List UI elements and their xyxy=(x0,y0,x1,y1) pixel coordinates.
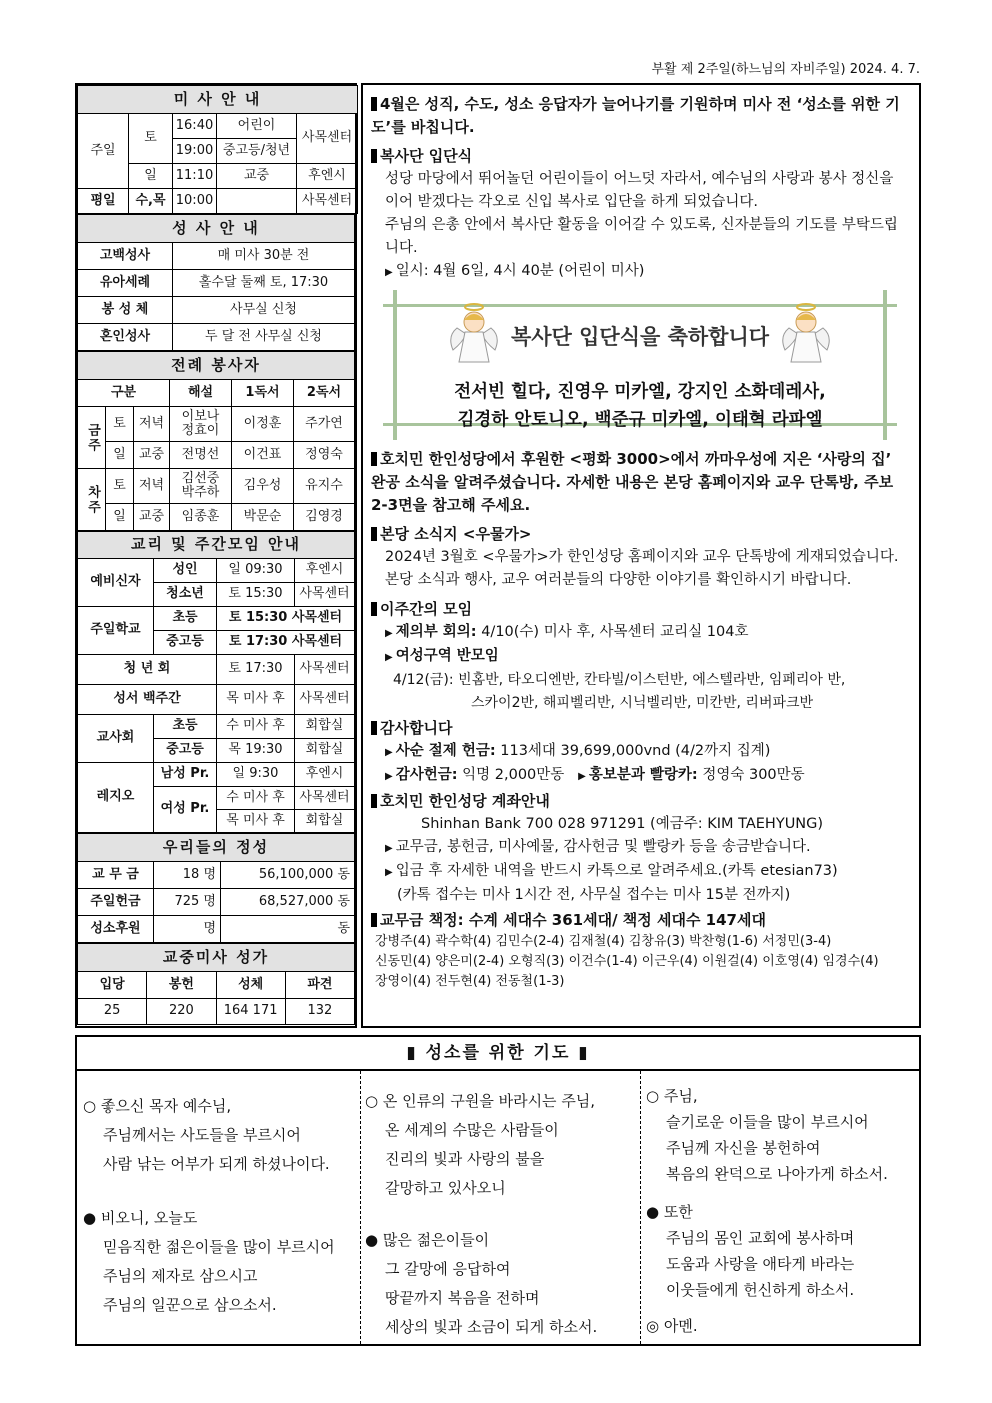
schedule: 토 17:30 사목센터 xyxy=(217,631,355,655)
group: 중고등 xyxy=(154,631,217,655)
notice-text: 4월은 성직, 수도, 성소 응답자가 늘어나기를 기원하며 미사 전 ‘성소를 위한 기도’를 바칩니다. xyxy=(371,95,900,136)
doctrine-table xyxy=(77,531,355,833)
prayer-line: 주님의 제자로 삼으시고 xyxy=(103,1267,258,1285)
prayer-column-2 xyxy=(365,1071,637,1344)
liturgy-title: 전례 봉사자 xyxy=(78,352,355,380)
amount: 56,100,000 동 xyxy=(221,862,355,889)
notice-text: 2024년 3월호 <우물가>가 한인성당 홈페이지와 교우 단톡방에 게재되었습니다. 본당 소식과 행사, 교우 여러분들의 다양한 이야기를 확인하시기 바랍니다. xyxy=(385,549,899,588)
mass-title: 미 사 안 내 xyxy=(78,86,358,114)
mass-type: 중고등/청년 xyxy=(217,139,297,164)
thanks-info: 익명 2,000만동 xyxy=(457,767,565,783)
time: 토 17:30 xyxy=(217,655,295,685)
day: 일 xyxy=(106,504,134,531)
prayer-line: 주님께 자신을 봉헌하여 xyxy=(666,1139,821,1157)
names-line: 전서빈 힐다, 진영우 미카엘, 강지인 소화데레사, xyxy=(454,382,826,402)
weekday-label: 평일 xyxy=(78,189,129,214)
place: 회합실 xyxy=(295,810,355,833)
meeting-name: 제의부 회의: xyxy=(395,624,477,640)
teachers-label: 교사회 xyxy=(78,715,154,763)
bullet-icon xyxy=(371,913,377,927)
prayer-line: ● 또한 xyxy=(646,1203,693,1221)
location: 사목센터 xyxy=(297,114,358,164)
doctrine-title: 교리 및 주간모임 안내 xyxy=(78,532,355,559)
prayer-line: 주님께서는 사도들을 부르시어 xyxy=(103,1126,301,1144)
prayer-line: 진리의 빛과 사랑의 불을 xyxy=(385,1150,545,1168)
prayer-line: ○ 좋으신 목자 예수님, xyxy=(83,1097,232,1115)
sacrament-name: 봉 성 체 xyxy=(78,297,173,324)
amount: 68,527,000 동 xyxy=(221,889,355,916)
reader2: 김영경 xyxy=(294,504,355,531)
day: 일 xyxy=(106,442,134,469)
offering-type: 성소후원 xyxy=(78,916,154,943)
next-week-label: 차주 xyxy=(78,469,106,531)
commentator: 김선중 박주하 xyxy=(170,469,232,504)
mass-type xyxy=(217,189,297,214)
reader2: 정영숙 xyxy=(294,442,355,469)
time: 토 15:30 xyxy=(217,583,295,607)
place: 후엔시 xyxy=(295,763,355,787)
notice-thanks xyxy=(371,717,909,740)
notice-heading: 감사합니다 xyxy=(380,719,453,737)
dues-names: 장영이(4) 전두현(4) 전동철(1-3) xyxy=(375,974,565,989)
hymn-title: 교중미사 성가 xyxy=(78,944,355,972)
schedule: 토 15:30 사목센터 xyxy=(217,607,355,631)
sacrament-table xyxy=(77,214,355,351)
sunday-label: 주일 xyxy=(78,114,129,189)
commentator: 임종훈 xyxy=(170,504,232,531)
prayer-line: 주님의 일꾼으로 삼으소서. xyxy=(103,1296,277,1314)
bulletin-date: 부활 제 2주일(하느님의 자비주일) 2024. 4. 7. xyxy=(651,62,920,77)
prayer-box xyxy=(75,1035,921,1346)
celebration-title: 복사단 입단식을 축하합니다 xyxy=(510,325,770,349)
notice-text: 호치민 한인성당에서 후원한 <평화 3000>에서 까마우성에 지은 ‘사랑의 집’ 완공 소식을 알려주셨습니다. 자세한 내용은 본당 홈페이지와 교우 단톡방, 주보 2-3면을 참고해 주세요. xyxy=(371,450,894,514)
col-head: 구분 xyxy=(78,380,170,407)
col-head: 2독서 xyxy=(294,380,355,407)
hymn-number: 164 171 xyxy=(216,999,285,1025)
bullet-icon xyxy=(371,149,377,163)
offering-title: 우리들의 정성 xyxy=(78,834,355,862)
place: 사목센터 xyxy=(295,583,355,607)
prayer-line: 갈망하고 있사오니 xyxy=(385,1179,506,1197)
thanks-label: 감사헌금: xyxy=(395,767,458,783)
commentator: 전명선 xyxy=(170,442,232,469)
notice-vocation xyxy=(371,93,909,139)
hymn-number: 220 xyxy=(147,999,216,1025)
meeting-name: 여성구역 반모임 xyxy=(395,648,499,664)
prayer-line: ● 비오니, 오늘도 xyxy=(83,1209,198,1227)
notice-meetings xyxy=(371,598,909,621)
bank-account: Shinhan Bank 700 028 971291 (예금주: KIM TAEHYUNG) xyxy=(421,816,824,832)
reader1: 김우성 xyxy=(232,469,294,504)
youth-label: 청 년 회 xyxy=(78,655,217,685)
offering-type: 주일헌금 xyxy=(78,889,154,916)
bullet-icon xyxy=(371,97,377,111)
column-divider xyxy=(360,1071,361,1344)
notice-account xyxy=(371,790,909,813)
triangle-icon: ▶ xyxy=(578,771,586,782)
triangle-icon: ▶ xyxy=(385,843,393,854)
hymn-number: 25 xyxy=(78,999,147,1025)
place: 회합실 xyxy=(295,739,355,763)
mass-type: 어린이 xyxy=(217,114,297,139)
wed-thu-label: 수,목 xyxy=(129,189,173,214)
sacrament-title: 성 사 안 내 xyxy=(78,215,355,243)
prayer-line: 복음의 완덕으로 나아가게 하소서. xyxy=(666,1165,888,1183)
notice-text: 주님의 은총 안에서 복사단 활동을 이어갈 수 있도록, 신자분들의 기도를 부탁드립니다. xyxy=(385,217,898,256)
thanks-label: 홍보분과 빨랑카: xyxy=(588,767,698,783)
meeting-info: 4/10(수) 미사 후, 사목센터 교리실 104호 xyxy=(476,624,749,640)
time: 19:00 xyxy=(173,139,217,164)
group: 초등 xyxy=(154,607,217,631)
time: 16:40 xyxy=(173,114,217,139)
count: 명 xyxy=(154,916,221,943)
place: 회합실 xyxy=(295,715,355,739)
day: 토 xyxy=(106,469,134,504)
group: 남성 Pr. xyxy=(154,763,217,787)
sacrament-info: 홀수달 둘째 토, 17:30 xyxy=(173,270,355,297)
day: 토 xyxy=(106,407,134,442)
mass: 저녁 xyxy=(134,469,170,504)
notice-heading: 교무금 책정: 수계 세대수 361세대/ 책정 세대수 147세대 xyxy=(380,911,766,929)
sacrament-info: 매 미사 30분 전 xyxy=(173,243,355,270)
group: 성인 xyxy=(154,559,217,583)
celebration-box xyxy=(383,290,897,440)
notice-heading: 본당 소식지 <우물가> xyxy=(380,525,532,543)
triangle-icon: ▶ xyxy=(385,747,393,758)
notice-text: (카톡 접수는 미사 1시간 전, 사무실 접수는 미사 15분 전까지) xyxy=(397,887,791,903)
bible-label: 성서 백주간 xyxy=(78,685,217,715)
place: 후엔시 xyxy=(295,559,355,583)
hymn-table xyxy=(77,943,355,1025)
mass: 교중 xyxy=(134,442,170,469)
notice-text: 입금 후 자세한 내역을 반드시 카톡으로 알려주세요.(카톡 etesian73) xyxy=(395,863,838,879)
hymn-number: 132 xyxy=(285,999,354,1025)
col-head: 성체 xyxy=(216,972,285,999)
time: 11:10 xyxy=(173,164,217,189)
reader2: 주가연 xyxy=(294,407,355,442)
legio-label: 레지오 xyxy=(78,763,154,833)
prayer-line: 슬기로운 이들을 많이 부르시어 xyxy=(666,1113,869,1131)
notice-dues xyxy=(371,909,909,932)
thanks-info: 정영숙 300만동 xyxy=(697,767,805,783)
time: 목 미사 후 xyxy=(217,810,295,833)
col-head: 봉헌 xyxy=(147,972,216,999)
saturday-label: 토 xyxy=(129,114,173,164)
sacrament-name: 혼인성사 xyxy=(78,324,173,351)
triangle-icon: ▶ xyxy=(385,867,393,878)
location: 후엔시 xyxy=(297,164,358,189)
notice-text: 일시: 4월 6일, 4시 40분 (어린이 미사) xyxy=(395,263,645,279)
count: 18 명 xyxy=(154,862,221,889)
prayer-line: 온 세계의 수많은 사람들이 xyxy=(385,1121,559,1139)
names-line: 김경하 안토니오, 백준규 미카엘, 이태혁 라파엘 xyxy=(457,410,823,430)
mass-type: 교중 xyxy=(217,164,297,189)
notice-heading: 이주간의 모임 xyxy=(380,600,473,618)
time: 수 미사 후 xyxy=(217,787,295,810)
prayer-title: ▮ 성소를 위한 기도 ▮ xyxy=(77,1037,919,1071)
prayer-line: 주님의 몸인 교회에 봉사하며 xyxy=(666,1229,855,1247)
offering-table xyxy=(77,833,355,943)
mass: 저녁 xyxy=(134,407,170,442)
group: 여성 Pr. xyxy=(154,787,217,833)
sunday-school-label: 주일학교 xyxy=(78,607,154,655)
sacrament-info: 사무실 신청 xyxy=(173,297,355,324)
triangle-icon: ▶ xyxy=(385,267,393,278)
triangle-icon: ▶ xyxy=(385,652,393,663)
triangle-icon: ▶ xyxy=(385,771,393,782)
prayer-line: 사람 낚는 어부가 되게 하셨나이다. xyxy=(103,1155,330,1173)
prayer-line: 믿음직한 젊은이들을 많이 부르시어 xyxy=(103,1238,335,1256)
prayer-line: 도움과 사랑을 애타게 바라는 xyxy=(666,1255,855,1273)
col-head: 1독서 xyxy=(232,380,294,407)
time: 일 9:30 xyxy=(217,763,295,787)
time: 수 미사 후 xyxy=(217,715,295,739)
prayer-column-3 xyxy=(646,1071,918,1344)
notice-peace xyxy=(371,448,909,517)
reader1: 이정훈 xyxy=(232,407,294,442)
column-divider xyxy=(640,1071,641,1344)
group: 청소년 xyxy=(154,583,217,607)
this-week-label: 금주 xyxy=(78,407,106,469)
time: 목 미사 후 xyxy=(217,685,295,715)
left-column xyxy=(75,83,357,1028)
time: 일 09:30 xyxy=(217,559,295,583)
catechumen-label: 예비신자 xyxy=(78,559,154,607)
notice-text: 성당 마당에서 뛰어놀던 어린이들이 어느덧 자라서, 예수님의 사랑과 봉사 정신을 이어 받겠다는 각오로 신입 복사로 입단을 하게 되었습니다. xyxy=(385,171,894,210)
sun-label: 일 xyxy=(129,164,173,189)
place: 사목센터 xyxy=(295,655,355,685)
dues-names: 신동민(4) 양은미(2-4) 오형직(3) 이건수(1-4) 이근우(4) 이원걸(4) 이호영(4) 임경수(4) xyxy=(375,954,879,969)
bullet-icon xyxy=(371,602,377,616)
right-column xyxy=(361,83,921,1028)
notice-newsletter xyxy=(371,523,909,546)
reader2: 유지수 xyxy=(294,469,355,504)
bullet-icon xyxy=(371,721,377,735)
mass: 교중 xyxy=(134,504,170,531)
notice-heading: 복사단 입단식 xyxy=(380,147,473,165)
sacrament-name: 유아세례 xyxy=(78,270,173,297)
commentator: 이보나 정효이 xyxy=(170,407,232,442)
meeting-info: 4/12(금): 빈홈반, 타오디엔반, 칸타빌/이스턴반, 에스텔라반, 임페리아 반, xyxy=(393,672,846,688)
prayer-line: 그 갈망에 응답하여 xyxy=(385,1260,511,1278)
amount: 동 xyxy=(221,916,355,943)
bullet-icon xyxy=(371,527,377,541)
mass-table xyxy=(77,85,358,214)
notice-text: 교무금, 봉헌금, 미사예물, 감사헌금 및 빨랑카 등을 송금받습니다. xyxy=(395,839,811,855)
thanks-info: 113세대 39,699,000vnd (4/2까지 집계) xyxy=(495,743,771,759)
col-head: 해설 xyxy=(170,380,232,407)
time: 목 19:30 xyxy=(217,739,295,763)
group: 중고등 xyxy=(154,739,217,763)
col-head: 파견 xyxy=(285,972,354,999)
prayer-line: 이웃들에게 헌신하게 하소서. xyxy=(666,1281,855,1299)
offering-type: 교 무 금 xyxy=(78,862,154,889)
dues-names: 강병주(4) 곽수학(4) 김민수(2-4) 김재철(4) 김창유(3) 박찬형(1-6) 서정민(3-4) xyxy=(375,934,832,949)
triangle-icon: ▶ xyxy=(385,628,393,639)
time: 10:00 xyxy=(173,189,217,214)
servers-names xyxy=(383,378,897,434)
liturgy-table xyxy=(77,351,355,531)
notice-altar-servers xyxy=(371,145,909,168)
notice-heading: 호치민 한인성당 계좌안내 xyxy=(380,792,550,810)
place: 사목센터 xyxy=(295,787,355,810)
group: 초등 xyxy=(154,715,217,739)
prayer-line: ○ 온 인류의 구원을 바라시는 주님, xyxy=(365,1092,596,1110)
meeting-info: 스카이2반, 해피벨리반, 시닉벨리반, 미칸반, 리버파크반 xyxy=(471,695,814,711)
bullet-icon xyxy=(371,452,377,466)
reader1: 박문순 xyxy=(232,504,294,531)
prayer-line: 세상의 빛과 소금이 되게 하소서. xyxy=(385,1318,598,1336)
location: 사목센터 xyxy=(297,189,358,214)
col-head: 입당 xyxy=(78,972,147,999)
prayer-line: ○ 주님, xyxy=(646,1087,698,1105)
thanks-label: 사순 절제 헌금: xyxy=(395,743,496,759)
prayer-column-1 xyxy=(83,1071,359,1344)
prayer-columns xyxy=(77,1071,919,1344)
place: 사목센터 xyxy=(295,685,355,715)
sacrament-name: 고백성사 xyxy=(78,243,173,270)
prayer-line: ● 많은 젊은이들이 xyxy=(365,1231,490,1249)
reader1: 이건표 xyxy=(232,442,294,469)
sacrament-info: 두 달 전 사무실 신청 xyxy=(173,324,355,351)
prayer-line: 땅끝까지 복음을 전하며 xyxy=(385,1289,540,1307)
count: 725 명 xyxy=(154,889,221,916)
bullet-icon xyxy=(371,794,377,808)
prayer-line: ◎ 아멘. xyxy=(646,1317,698,1335)
